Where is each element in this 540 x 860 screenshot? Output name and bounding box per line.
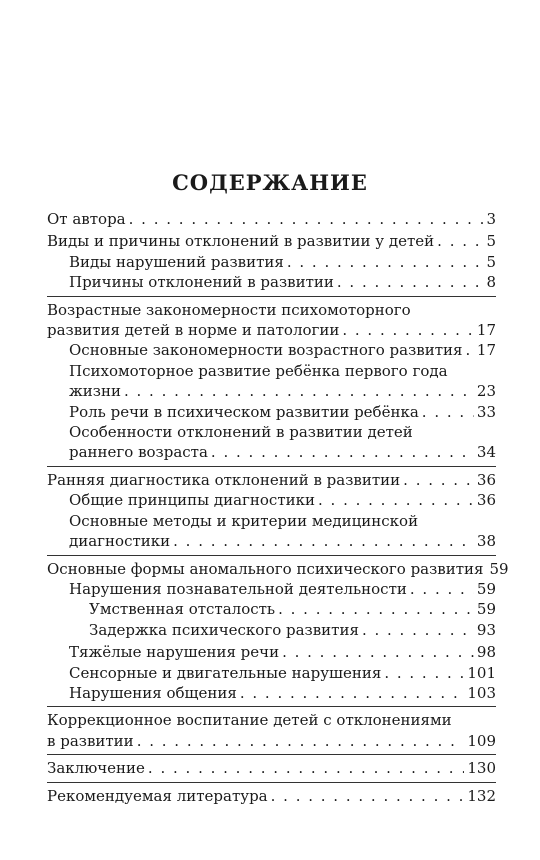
toc-page-number: 132 (467, 786, 496, 805)
toc-page-number: 8 (486, 273, 496, 292)
toc-page-number: 59 (489, 559, 509, 578)
page-title: СОДЕРЖАНИЕ (172, 170, 368, 195)
toc-entry-title: жизни (69, 382, 121, 401)
toc-entry[interactable] (47, 466, 496, 490)
toc-entry-title: Тяжёлые нарушения речи (69, 643, 280, 662)
toc-entry-title: Роль речи в психическом развитии ребёнка (69, 402, 419, 421)
toc-entry-title: Общие принципы диагностики (69, 491, 315, 510)
toc-page-number: 5 (486, 252, 496, 271)
toc-page-number: 36 (476, 470, 496, 489)
toc-entry-title: Задержка психического развития (89, 620, 359, 639)
toc-page-number: 23 (476, 382, 496, 401)
toc-entry-title: Умственная отсталость (89, 600, 276, 619)
table-of-contents (47, 209, 509, 806)
toc-entry-title: Основные формы аномального психического развития (47, 559, 484, 578)
toc-entry-title-line1: Коррекционное воспитание детей с отклонениями (47, 711, 452, 730)
leader-dots (410, 579, 474, 599)
toc-entry[interactable] (47, 706, 496, 751)
toc-entry[interactable] (47, 642, 496, 662)
toc-page-number: 34 (476, 443, 496, 462)
toc-page-number: 17 (476, 321, 496, 340)
toc-entry[interactable] (47, 754, 496, 778)
toc-entry-title: Заключение (47, 759, 145, 778)
toc-entry[interactable] (47, 209, 496, 229)
toc-entry-title: Виды и причины отклонений в развитии у детей (47, 232, 435, 251)
toc-page-number: 130 (467, 759, 496, 778)
toc-entry[interactable] (47, 511, 496, 552)
leader-dots (148, 758, 464, 778)
leader-dots (240, 683, 465, 703)
toc-entry-title: От автора (47, 210, 126, 228)
toc-entry[interactable] (47, 555, 509, 579)
leader-dots (318, 490, 474, 510)
leader-dots (137, 731, 465, 751)
leader-dots (282, 642, 474, 662)
toc-page-number: 101 (467, 663, 496, 682)
toc-page-number: 3 (486, 210, 496, 228)
toc-entry[interactable] (47, 782, 496, 806)
toc-entry-title-line1: Особенности отклонений в развитии детей (69, 423, 413, 442)
leader-dots (465, 340, 473, 360)
toc-page-number: 36 (476, 491, 496, 510)
toc-entry[interactable] (47, 252, 496, 272)
toc-entry[interactable] (47, 361, 496, 402)
toc-entry-title: Причины отклонений в развитии (69, 273, 334, 292)
toc-page-number: 33 (476, 402, 496, 421)
toc-entry[interactable] (47, 663, 496, 683)
leader-dots (422, 402, 474, 422)
toc-page-number: 109 (467, 731, 496, 750)
leader-dots (287, 252, 484, 272)
toc-entry-title: раннего возраста (69, 443, 208, 462)
toc-entry-title: диагностики (69, 532, 171, 551)
toc-page-number: 59 (476, 600, 496, 619)
toc-entry-title: Сенсорные и двигательные нарушения (69, 663, 382, 682)
leader-dots (342, 320, 474, 340)
toc-page-number: 93 (476, 620, 496, 639)
toc-entry[interactable] (47, 340, 496, 360)
toc-entry[interactable] (47, 683, 496, 703)
toc-entry-title: Основные закономерности возрастного развития (69, 341, 463, 360)
toc-entry-title: Рекомендуемая литература (47, 786, 268, 805)
toc-entry[interactable] (47, 231, 496, 251)
leader-dots (271, 786, 465, 806)
leader-dots (403, 470, 474, 490)
toc-entry-title: Виды нарушений развития (69, 252, 284, 271)
leader-dots (337, 272, 484, 292)
toc-page-number: 59 (476, 579, 496, 598)
toc-entry[interactable] (47, 402, 496, 422)
toc-page-number: 103 (467, 683, 496, 702)
toc-entry-title: развития детей в норме и патологии (47, 321, 340, 340)
toc-entry-title: Ранняя диагностика отклонений в развитии (47, 470, 401, 489)
toc-entry-title: в развитии (47, 731, 134, 750)
leader-dots (278, 599, 474, 619)
toc-page-number: 38 (476, 532, 496, 551)
leader-dots (124, 381, 474, 401)
toc-entry-title-line1: Возрастные закономерности психомоторного (47, 300, 411, 319)
leader-dots (384, 663, 464, 683)
toc-page-number: 98 (476, 643, 496, 662)
leader-dots (129, 209, 484, 229)
leader-dots (211, 442, 474, 462)
toc-page-number: 5 (486, 232, 496, 251)
leader-dots (437, 231, 483, 251)
toc-entry-title: Нарушения общения (69, 683, 237, 702)
toc-entry[interactable] (47, 490, 496, 510)
leader-dots (173, 531, 474, 551)
toc-entry-title-line1: Психомоторное развитие ребёнка первого года (69, 361, 448, 380)
toc-entry[interactable] (47, 272, 496, 292)
toc-entry-title: Нарушения познавательной деятельности (69, 579, 407, 598)
toc-entry[interactable] (47, 620, 496, 640)
toc-entry-title-line1: Основные методы и критерии медицинской (69, 511, 419, 530)
leader-dots (362, 620, 474, 640)
toc-entry[interactable] (47, 599, 496, 619)
toc-entry[interactable] (47, 579, 496, 599)
toc-entry[interactable] (47, 422, 496, 463)
toc-entry[interactable] (47, 296, 496, 341)
toc-page-number: 17 (476, 341, 496, 360)
